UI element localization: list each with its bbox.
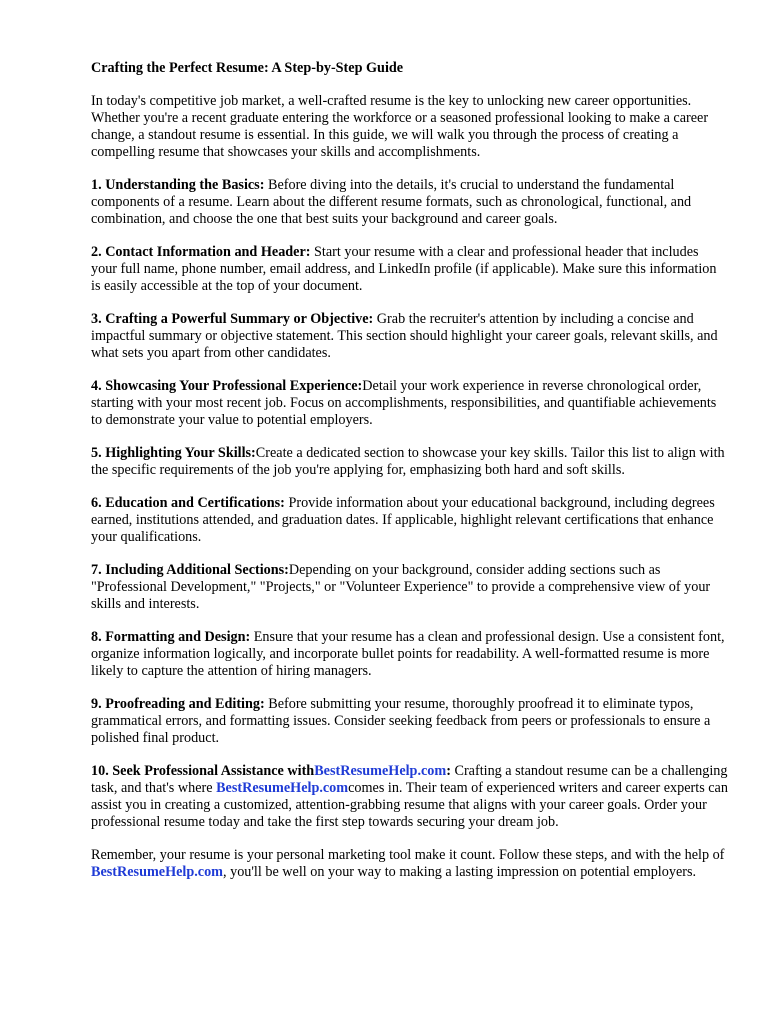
section-5 <box>91 445 728 479</box>
section-heading: 6. Education and Certifications: <box>91 495 285 511</box>
section-body: Provide information about your educational background, including degrees earned, institutions attended, and graduation dates. If applicable, highlight relevant certifications that enhance your qualifications. <box>91 495 715 545</box>
section-4 <box>91 378 728 429</box>
section-heading: 2. Contact Information and Header: <box>91 244 311 260</box>
best-resume-help-link[interactable]: BestResumeHelp.com <box>314 763 447 779</box>
closing-text: Remember, your resume is your personal marketing tool make it count. Follow these steps, and with the help of <box>91 847 725 863</box>
section-heading: 4. Showcasing Your Professional Experience: <box>91 378 363 394</box>
section-body: Crafting a standout resume can be a challenging task, and that's where <box>91 763 728 796</box>
document-title: Crafting the Perfect Resume: A Step-by-Step Guide <box>91 60 404 76</box>
section-2 <box>91 244 728 295</box>
section-6 <box>91 495 728 546</box>
section-body: Start your resume with a clear and professional header that includes your full name, phone number, email address, and LinkedIn profile (if applicable). Make sure this information is easily accessible at the top of your document. <box>91 244 717 294</box>
closing-text: , you'll be well on your way to making a lasting impression on potential employers. <box>223 864 697 880</box>
section-body: Before submitting your resume, thoroughly proofread it to eliminate typos, grammatical errors, and formatting issues. Consider seeking feedback from peers or professionals to ensure a polished final product. <box>91 696 711 746</box>
section-body: Depending on your background, consider adding sections such as "Professional Development," "Projects," or "Volunteer Experience" to provide a comprehensive view of your skills and interests. <box>91 562 711 612</box>
section-body: Ensure that your resume has a clean and professional design. Use a consistent font, organize information logically, and incorporate bullet points for readability. A well-formatted resume is more likely to capture the attention of hiring managers. <box>91 629 725 679</box>
best-resume-help-link[interactable]: BestResumeHelp.com <box>91 864 223 880</box>
section-heading: 5. Highlighting Your Skills: <box>91 445 256 461</box>
section-heading: 10. Seek Professional Assistance with <box>91 763 315 779</box>
section-heading: 9. Proofreading and Editing: <box>91 696 265 712</box>
section-8 <box>91 629 728 680</box>
section-heading: 1. Understanding the Basics: <box>91 177 265 193</box>
closing-paragraph <box>91 847 728 881</box>
best-resume-help-link[interactable]: BestResumeHelp.com <box>216 780 349 796</box>
section-9 <box>91 696 728 747</box>
section-heading: 8. Formatting and Design: <box>91 629 251 645</box>
section-body: Detail your work experience in reverse chronological order, starting with your most recent job. Focus on accomplishments, responsibilities, and quantifiable achievements to demonstrate your value to potential employers. <box>91 378 717 428</box>
section-7 <box>91 562 728 613</box>
section-1 <box>91 177 728 228</box>
section-body: Create a dedicated section to showcase your key skills. Tailor this list to align with the specific requirements of the job you're applying for, emphasizing both hard and soft skills. <box>91 445 725 478</box>
section-heading: 7. Including Additional Sections: <box>91 562 289 578</box>
section-3 <box>91 311 728 362</box>
section-body: Grab the recruiter's attention by including a concise and impactful summary or objective statement. This section should highlight your career goals, relevant skills, and what sets you apart from other candidates. <box>91 311 718 361</box>
section-10 <box>91 763 728 831</box>
section-body: Before diving into the details, it's crucial to understand the fundamental components of a resume. Learn about the different resume formats, such as chronological, functional, and combination, and choose the one that best suits your background and career goals. <box>91 177 692 227</box>
heading-colon: : <box>446 763 451 779</box>
section-body: comes in. Their team of experienced writers and career experts can assist you in creating a customized, attention-grabbing resume that aligns with your career goals. Order your professional resume today and take the first step towards securing your dream job. <box>91 780 728 830</box>
intro-paragraph: In today's competitive job market, a well-crafted resume is the key to unlocking new career opportunities. Whether you're a recent graduate entering the workforce or a seasoned professional looking to make a career change, a standout resume is essential. In this guide, we will walk you through the process of creating a compelling resume that showcases your skills and accomplishments. <box>91 93 709 160</box>
section-heading: 3. Crafting a Powerful Summary or Objective: <box>91 311 374 327</box>
